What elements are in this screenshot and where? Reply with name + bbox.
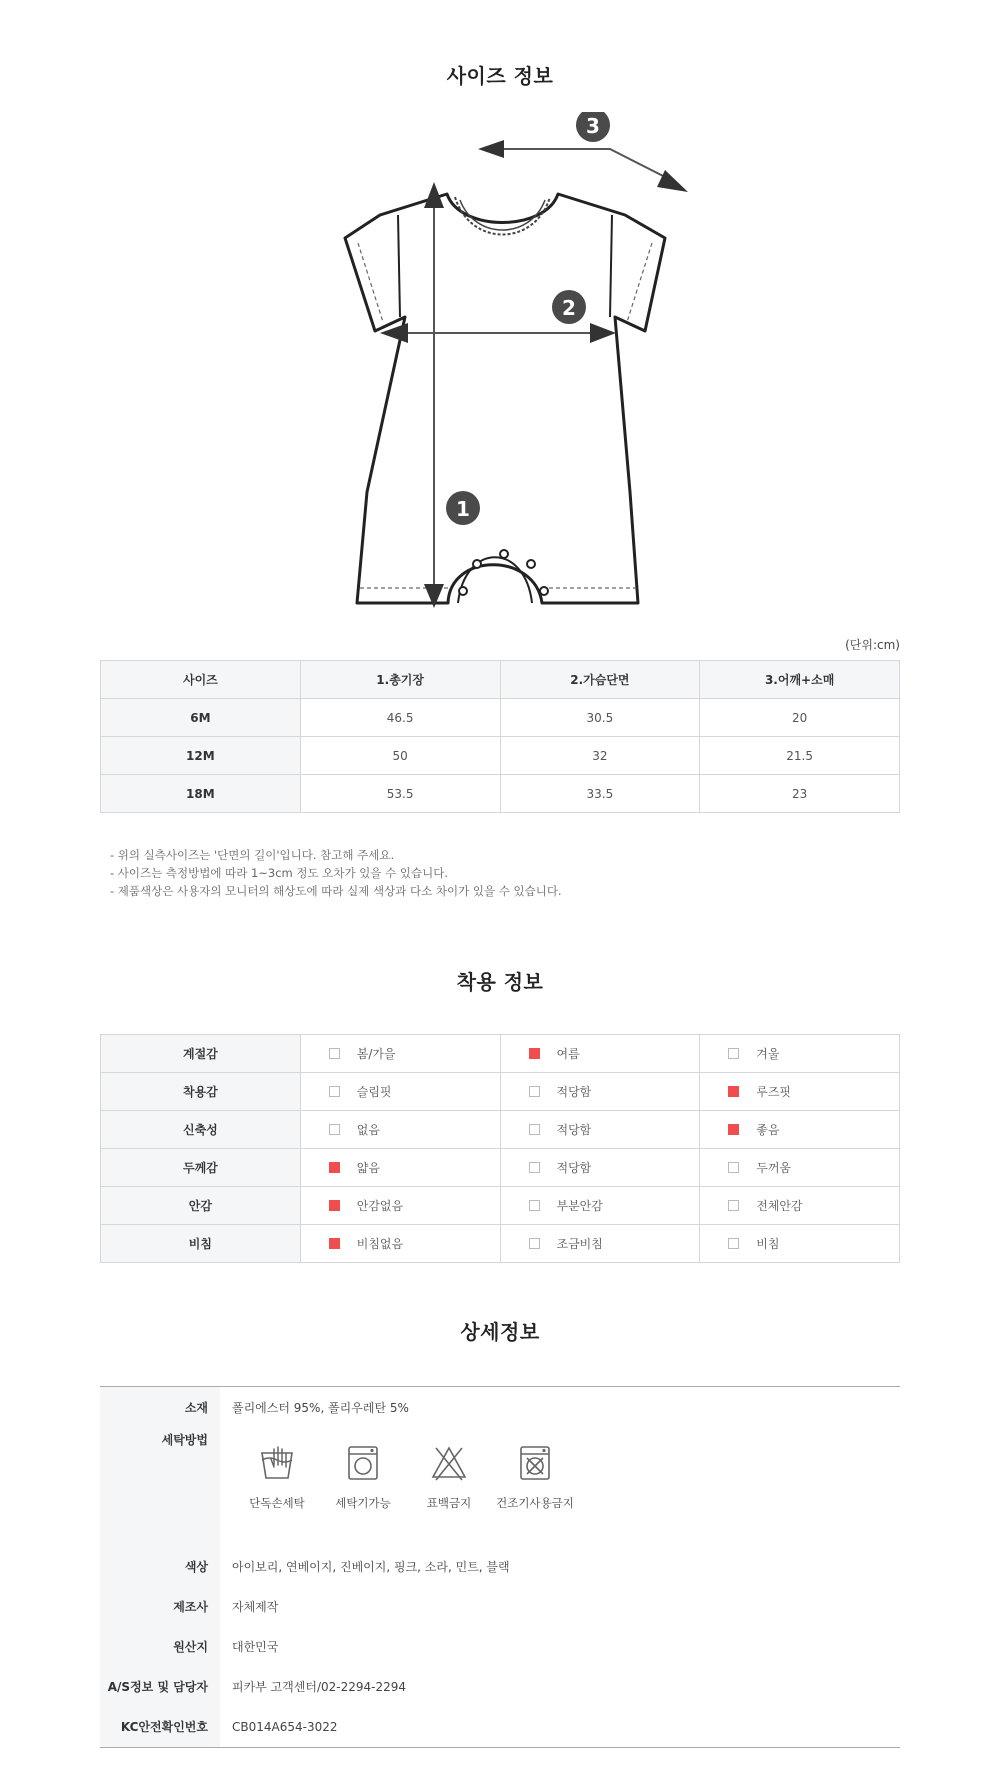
- no-bleach-icon: [429, 1443, 469, 1483]
- checkbox-icon: [728, 1048, 739, 1059]
- detail-row-kc-number: [100, 1707, 900, 1747]
- wear-label: 계절감: [101, 1035, 301, 1073]
- option-label: 없음: [356, 1123, 380, 1137]
- header-chest-width: 2.가슴단면: [500, 661, 700, 699]
- marker-3: [576, 112, 610, 142]
- wash-item: [406, 1443, 492, 1511]
- detail-value: 피카부 고객센터/02-2294-2294: [232, 1680, 407, 1694]
- wear-row: [101, 1149, 900, 1187]
- wash-label: 표백금지: [426, 1496, 472, 1510]
- detail-value: 폴리에스터 95%, 폴리우레탄 5%: [232, 1401, 409, 1415]
- detail-label: 색상: [100, 1547, 220, 1587]
- checkbox-icon: [728, 1162, 739, 1173]
- detail-row-origin: [100, 1627, 900, 1667]
- wear-option: [300, 1035, 500, 1073]
- detail-value: CB014A654-3022: [232, 1720, 338, 1734]
- option-label: 적당함: [556, 1123, 592, 1137]
- checkbox-icon: [329, 1162, 340, 1173]
- checkbox-icon: [728, 1124, 739, 1135]
- wear-option: [700, 1073, 900, 1111]
- hand-wash-icon: [257, 1443, 297, 1483]
- wash-item: [492, 1443, 578, 1511]
- wear-option: [700, 1225, 900, 1263]
- detail-value: 아이보리, 연베이지, 진베이지, 핑크, 소라, 민트, 블랙: [232, 1560, 510, 1574]
- size-label: 18M: [101, 775, 301, 813]
- option-label: 조금비침: [556, 1237, 603, 1251]
- wear-label: 안감: [101, 1187, 301, 1225]
- shoulder-sleeve-value: 21.5: [700, 737, 900, 775]
- wear-label: 신축성: [101, 1111, 301, 1149]
- option-label: 부분안감: [556, 1199, 603, 1213]
- option-label: 안감없음: [356, 1199, 404, 1213]
- detail-label: 세탁방법: [100, 1429, 220, 1543]
- option-label: 슬림핏: [356, 1085, 392, 1099]
- size-table-header: [101, 661, 900, 699]
- wear-option: [700, 1149, 900, 1187]
- option-label: 비침없음: [356, 1237, 404, 1251]
- checkbox-icon: [329, 1048, 340, 1059]
- note-line: - 위의 실측사이즈는 '단면의 길이'입니다. 참고해 주세요.: [110, 848, 395, 862]
- wear-option: [500, 1035, 700, 1073]
- option-label: 겨울: [756, 1047, 780, 1061]
- option-label: 두꺼움: [756, 1161, 792, 1175]
- note-line: - 제품색상은 사용자의 모니터의 해상도에 따라 실제 색상과 다소 차이가 있을 수 있습니다.: [110, 884, 562, 898]
- checkbox-icon: [529, 1124, 540, 1135]
- wear-option: [500, 1225, 700, 1263]
- checkbox-icon: [728, 1086, 739, 1097]
- wash-label: 단독손세탁: [249, 1496, 305, 1510]
- svg-text:1: 1: [456, 497, 470, 521]
- marker-2: [552, 290, 586, 324]
- detail-value: 대한민국: [232, 1640, 279, 1654]
- wear-row: [101, 1187, 900, 1225]
- option-label: 얇음: [356, 1161, 380, 1175]
- detail-row-as-contact: [100, 1667, 900, 1707]
- detail-label: KC안전확인번호: [100, 1707, 220, 1747]
- wear-row: [101, 1035, 900, 1073]
- svg-text:2: 2: [562, 296, 576, 320]
- wear-option: [700, 1111, 900, 1149]
- romper-measurement-diagram: [320, 112, 690, 612]
- table-row: [101, 737, 900, 775]
- total-length-value: 53.5: [300, 775, 500, 813]
- option-label: 여름: [556, 1047, 580, 1061]
- size-label: 12M: [101, 737, 301, 775]
- wear-option: [300, 1149, 500, 1187]
- option-label: 좋음: [756, 1123, 780, 1137]
- size-table: [100, 660, 900, 813]
- wear-row: [101, 1111, 900, 1149]
- table-row: [101, 775, 900, 813]
- wear-option: [300, 1111, 500, 1149]
- detail-label: 원산지: [100, 1627, 220, 1667]
- option-label: 루즈핏: [756, 1085, 792, 1099]
- checkbox-icon: [529, 1162, 540, 1173]
- checkbox-icon: [728, 1200, 739, 1211]
- wear-option: [500, 1073, 700, 1111]
- wear-option: [700, 1035, 900, 1073]
- header-total-length: 1.총기장: [300, 661, 500, 699]
- checkbox-icon: [529, 1086, 540, 1097]
- detail-label: 제조사: [100, 1587, 220, 1627]
- wear-row: [101, 1073, 900, 1111]
- wear-label: 착용감: [101, 1073, 301, 1111]
- checkbox-icon: [529, 1200, 540, 1211]
- checkbox-icon: [329, 1238, 340, 1249]
- checkbox-icon: [329, 1124, 340, 1135]
- wear-info-title: 착용 정보: [456, 970, 544, 994]
- note-line: - 사이즈는 측정방법에 따라 1~3cm 정도 오차가 있을 수 있습니다.: [110, 866, 449, 880]
- chest-width-value: 30.5: [500, 699, 700, 737]
- detail-info-title: 상세정보: [460, 1320, 540, 1344]
- wash-label: 건조기사용금지: [496, 1496, 574, 1510]
- detail-row-manufacturer: [100, 1587, 900, 1627]
- detail-value: 자체제작: [232, 1600, 279, 1614]
- header-size: 사이즈: [101, 661, 301, 699]
- option-label: 적당함: [556, 1085, 592, 1099]
- chest-width-value: 33.5: [500, 775, 700, 813]
- wear-option: [300, 1225, 500, 1263]
- shoulder-sleeve-value: 23: [700, 775, 900, 813]
- option-label: 비침: [756, 1237, 780, 1251]
- option-label: 봄/가을: [356, 1047, 396, 1061]
- checkbox-icon: [529, 1238, 540, 1249]
- total-length-value: 50: [300, 737, 500, 775]
- size-info-title: 사이즈 정보: [446, 64, 554, 88]
- detail-label: A/S정보 및 담당자: [100, 1667, 220, 1707]
- svg-text:3: 3: [586, 114, 600, 138]
- header-shoulder-sleeve: 3.어깨+소매: [700, 661, 900, 699]
- washing-machine-icon: [343, 1443, 383, 1483]
- wear-option: [300, 1073, 500, 1111]
- wear-option: [700, 1187, 900, 1225]
- wash-label: 세탁기가능: [335, 1496, 391, 1510]
- option-label: 적당함: [556, 1161, 592, 1175]
- option-label: 전체안감: [756, 1199, 803, 1213]
- checkbox-icon: [329, 1200, 340, 1211]
- wash-item: [234, 1443, 320, 1511]
- unit-label: (단위:cm): [845, 638, 900, 652]
- size-notes: [110, 846, 562, 900]
- marker-1: [446, 491, 480, 525]
- wear-option: [500, 1187, 700, 1225]
- wear-info-table: [100, 1034, 900, 1263]
- size-label: 6M: [101, 699, 301, 737]
- checkbox-icon: [728, 1238, 739, 1249]
- checkbox-icon: [529, 1048, 540, 1059]
- no-tumble-dry-icon: [515, 1443, 555, 1483]
- chest-width-value: 32: [500, 737, 700, 775]
- checkbox-icon: [329, 1086, 340, 1097]
- wear-label: 두께감: [101, 1149, 301, 1187]
- wear-row: [101, 1225, 900, 1263]
- shoulder-sleeve-value: 20: [700, 699, 900, 737]
- wear-option: [500, 1149, 700, 1187]
- wash-icons: [220, 1429, 900, 1543]
- table-row: [101, 699, 900, 737]
- detail-label: 소재: [100, 1387, 220, 1429]
- detail-row-material: [100, 1387, 900, 1429]
- wear-label: 비침: [101, 1225, 301, 1263]
- detail-row-wash: [100, 1429, 900, 1543]
- wash-item: [320, 1443, 406, 1511]
- detail-row-color: [100, 1547, 900, 1587]
- total-length-value: 46.5: [300, 699, 500, 737]
- detail-info-table: [100, 1386, 900, 1748]
- wear-option: [500, 1111, 700, 1149]
- wear-option: [300, 1187, 500, 1225]
